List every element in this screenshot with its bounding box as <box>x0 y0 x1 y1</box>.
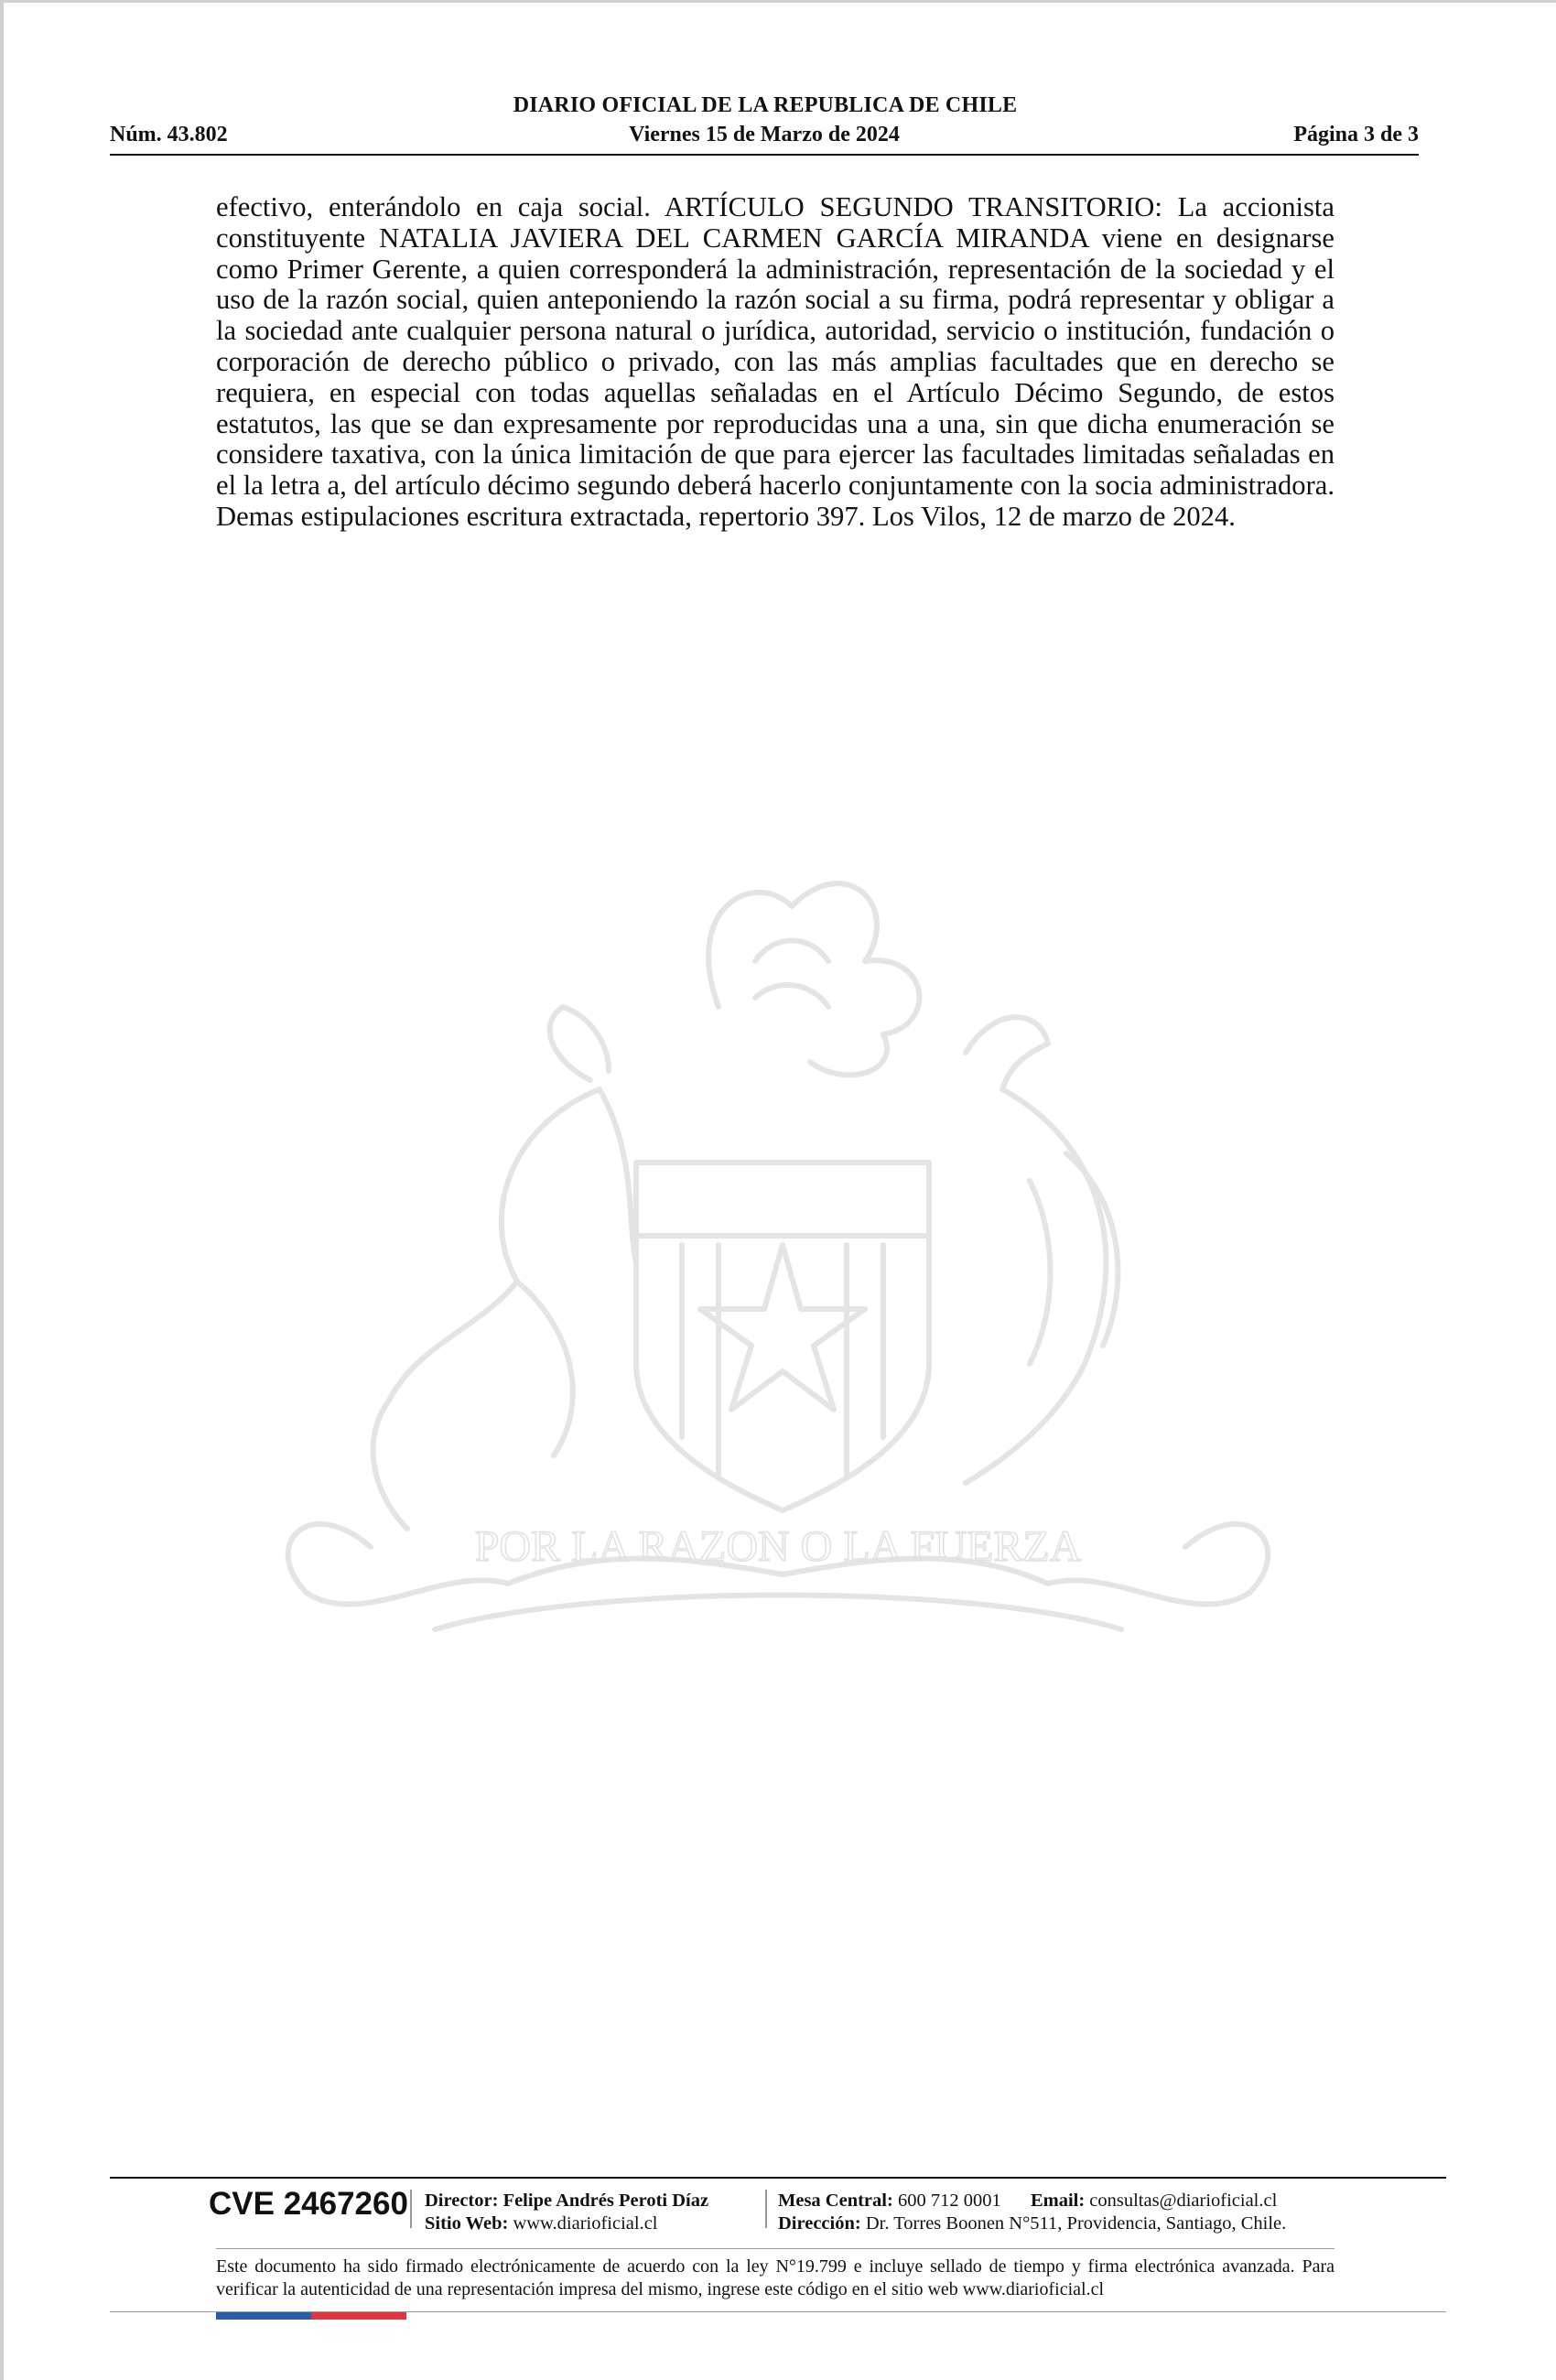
email-link[interactable]: consultas@diarioficial.cl <box>1089 2191 1278 2211</box>
email-label: Email: <box>1030 2191 1086 2211</box>
phone-number: 600 712 0001 <box>897 2191 1001 2211</box>
header-row <box>110 123 1419 150</box>
cve-code: CVE 2467260 <box>209 2186 408 2222</box>
address-line <box>778 2212 1286 2235</box>
page-number: Página 3 de 3 <box>1293 123 1419 146</box>
page-edge <box>0 0 1556 3</box>
website-line <box>425 2212 658 2235</box>
watermark-motto: POR LA RAZON O LA FUERZA <box>474 1522 1082 1571</box>
flag-blue-segment <box>216 2312 311 2320</box>
header-divider <box>110 154 1419 156</box>
director-label: Director: <box>425 2191 499 2211</box>
newspaper-title: DIARIO OFICIAL DE LA REPUBLICA DE CHILE <box>513 93 1018 117</box>
footer-inner-divider <box>216 2248 1334 2249</box>
footer-separator <box>410 2190 412 2228</box>
footer-divider <box>110 2177 1446 2179</box>
issue-date: Viernes 15 de Marzo de 2024 <box>629 123 900 146</box>
issue-number: Núm. 43.802 <box>110 123 228 146</box>
page-edge <box>0 0 4 2380</box>
signature-disclaimer: Este documento ha sido firmado electrónicamente de acuerdo con la ley N°19.799 e incluye sellado de tiempo y firma electrónica avanzada. Para verificar la autenticidad de una representación impresa del mismo, ingrese este código en el sitio web www.diarioficial.cl <box>216 2256 1334 2299</box>
director-name: Felipe Andrés Peroti Díaz <box>502 2191 709 2211</box>
contact-line <box>778 2189 1277 2212</box>
website-link[interactable]: www.diarioficial.cl <box>513 2213 658 2234</box>
footer-separator <box>765 2190 767 2228</box>
flag-red-segment <box>311 2312 406 2320</box>
chile-coat-of-arms-icon <box>206 851 1350 1675</box>
director-line <box>425 2189 708 2212</box>
article-body: efectivo, enterándolo en caja social. ARTÍCULO SEGUNDO TRANSITORIO: La accionista constituyente NATALIA JAVIERA DEL CARMEN GARCÍA MIRANDA viene en designarse como Primer Gerente, a quien corresponderá la administración, representación de la sociedad y el uso de la razón social, quien anteponiendo la razón social a su firma, podrá representar y obligar a la sociedad ante cualquier persona natural o jurídica, autoridad, servicio o institución, fundación o corporación de derecho público o privado, con las más amplias facultades que en derecho se requiera, en especial con todas aquellas señaladas en el Artículo Décimo Segundo, de estos estatutos, las que se dan expresamente por reproducidas una a una, sin que dicha enumeración se considere taxativa, con la única limitación de que para ejercer las facultades limitadas señaladas en el la letra a, del artículo décimo segundo deberá hacerlo conjuntamente con la socia administradora. Demas estipulaciones escritura extractada, repertorio 397. Los Vilos, 12 de marzo de 2024. <box>216 191 1334 532</box>
address-value: Dr. Torres Boonen N°511, Providencia, Santiago, Chile. <box>865 2213 1287 2234</box>
address-label: Dirección: <box>778 2213 861 2234</box>
phone-label: Mesa Central: <box>778 2191 893 2211</box>
flag-color-bar <box>216 2312 406 2320</box>
website-label: Sitio Web: <box>425 2213 509 2234</box>
